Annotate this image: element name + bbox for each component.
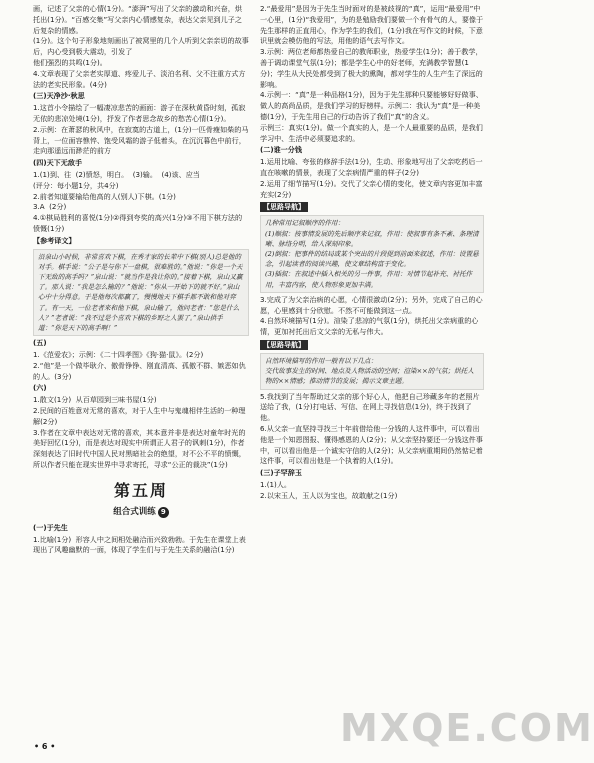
- section-heading: (五): [33, 338, 47, 348]
- guide-tag: 【思路导航】: [260, 202, 308, 212]
- answer-4: 4.①棋局胜利的喜悦(1分)②得到夸奖的高兴(1分)③不用下棋方法的愤慨(1分): [33, 213, 243, 233]
- section-heading: (四)天下无敌手: [33, 158, 83, 168]
- answer-1: 1.(1)到、往 (2)愤怒，明白。 (3)输。 (4)该、应当: [33, 169, 200, 179]
- section-heading: (三)天净沙·秋思: [33, 91, 85, 101]
- answer-6: 6.从父亲一直坚持寻找三十年前借给他一分钱的人这件事中，可以看出他是一个知恩图报、懂得感恩的人(2分)；从父亲坚持要还一分钱这件事中，可以看出他是一个诚实守信的人(2分)；从父亲病重期间仍然惦记着这件事，可以看出他是一个执着的人(1分)。: [260, 423, 483, 466]
- answer-1: 1.散文(1分) 从百草园到三味书屋(1分): [33, 395, 157, 405]
- exercise-number-badge: 9: [158, 507, 169, 518]
- paragraph: (1分)。这个句子形象地刻画出了被窝里的几个人听到父亲亲切的故事后，内心受到极大震动，引发了: [33, 36, 249, 57]
- answer-2: 2.“最爱用”是因为于先生当时面对的是被歧视的“真”，运用“最爱用”中一心里，(1分)“我爱用”，为的是勉励我们要做一个有骨气的人，要像于先生那样的正直用心，作为学生的我们，(1分)我在写作文的时候，下意识里就会模仿他的写法，用他的语气去写作文。: [260, 4, 484, 46]
- answer-1: 1.这首小令描绘了一幅凄凉悲苦的画面：游子在深秋黄昏时刻，孤寂无依的悲凉处境(1分)，抒发了作者思念故乡的愁苦心情(1分)。: [33, 103, 246, 123]
- guide-line: (1)顺叙：按事情发展的先后顺序来记叙，作用：使叙事有条不紊、条理清晰、脉络分明，给人深刻印象。: [265, 229, 479, 248]
- answer-2: 2.示例：在萧瑟的秋风中，在寂寞的古道上，(1分)一匹骨瘦如柴的马背上，一位面容憔悴、饱受风霜的游子低着头，在沉沉暮色中前行，走向那遥远而渺茫的前方: [33, 124, 249, 156]
- week-subtitle-text: 组合式训练: [113, 506, 156, 517]
- section-heading: (二)谁一分钱: [260, 145, 302, 155]
- answer-4: 4.文章表现了父亲老实厚道、疼爱儿子、淡泊名利、父不注重方式方法的老实民形象。(4分): [33, 68, 246, 89]
- paragraph: 画，记述了父亲的心情(1分)。“澎湃”写出了父亲的激动和兴奋，烘托出(1分)。“百感交集”写父亲内心情感复杂，表达父亲见到儿子之后复杂的情感。: [33, 4, 242, 35]
- answer-3: 3.示例：两位老师都热爱自己的教师职业，热爱学生(1分)；善于教学，善于调动课堂气氛(1分)；都是学生心中的好老师，充满教学智慧(1分)；学生从大民处都受到了极大的熏陶，都对学生的人生产生了深远的影响。: [260, 47, 483, 89]
- guide-line: (2)倒叙：把事件的结局或某个突出的片段提到前面来叙述，作用：设置悬念，引起读者的阅读兴趣，使文章结构富于变化。: [265, 249, 479, 269]
- answer-3: 3.A (2分): [33, 202, 67, 212]
- guide-line: 几种常用记叙顺序的作用：: [265, 219, 345, 228]
- guide-box: [260, 215, 484, 292]
- page-number: • 6 •: [34, 742, 56, 751]
- reference-translation-box: [33, 249, 249, 337]
- section-heading: (一)于先生: [33, 522, 68, 532]
- left-column: [33, 4, 249, 746]
- answer-2: 2.以宋玉人，玉人以为宝也，故敢献之(1分): [260, 490, 398, 500]
- answer-1: 1.(1)人。: [260, 479, 292, 489]
- watermark-logo: MXQE.COM: [340, 706, 594, 750]
- answer-4: 4.示例一：“真”是一种品格(1分)，因为于先生那种只要能够好好做事、做人的高尚品质，是我们学习的好榜样。示例二：我认为“真”是一种美德(1分)，于先生用自己的行动告诉了我们“真”的含义。: [260, 90, 483, 121]
- guide-tag: 【思路导航】: [260, 340, 308, 350]
- answer-3: 3.完成了为父亲治病的心愿，心情很激动(2分)；另外，完成了自己的心愿，心里感到十分欣慰。不然不可能做到这一点。: [260, 294, 483, 315]
- guide-line: 交代故事发生的时间、地点及人物活动的空间；渲染××的气氛；烘托人物的××情感；推动情节的发展；揭示文章主题。: [265, 367, 474, 386]
- section-heading: (六): [33, 383, 47, 393]
- guide-line: (3)插叙：在叙述中插入相关的另一件事，作用：对情节起补充、衬托作用，丰富内容，使人物形象更加丰满。: [265, 270, 473, 289]
- answer-2: 2.民间的百姓意对无常的喜欢，对于人生中与鬼魂相伴生活的一种理解(2分): [33, 405, 246, 426]
- answer-2: 2.“他”是一个做毕耿介、傲骨铮铮、刚直清高、孤傲不群、嫉恶如仇的人。(3分): [33, 360, 246, 381]
- translation-text: 沿泉山小时候，非常喜欢下棋，在秀才家的长辈中下棋(别人)总是他的对手。棋手说：“公子是与你下一盘棋，很难胜的。”他说：“你是一个天下无敌的高手吗？”泉山说：“就当作是我让你的。”接着下棋，泉山又赢了。那人说：“我是怎么输的？”他说：“你从一开始下的就不好。”泉山心中十分得意。于是他每次都赢了，慢慢地天下棋手都不敢和他对弈了。有一天，一位老者来和他下棋，泉山输了，他问老者：“您是什么人？”老者说：“我不过是个喜欢下棋的乡野之人罢了。”泉山拱手道：“你是天下的高手啊！”: [38, 252, 243, 332]
- answer-2: 2.运用了细节描写(1分)。交代了父亲心情的变化，使文章内容更加丰富充实(2分): [260, 178, 483, 199]
- guide-box: [260, 353, 484, 390]
- answer-4-cont: 示例三：真实(1分)。做一个真实的人，是一个人最重要的品质，是我们学习中、生活中必须要追求的。: [260, 122, 483, 143]
- section-heading: (三)子罕辞玉: [260, 468, 302, 478]
- answer-4: 4.自然环境描写(1分)。渲染了悲凉的气氛(1分)，烘托出父亲病重的心情，更加衬托出后文父亲的无私与伟大。: [260, 316, 479, 337]
- reference-translation-heading: 【参考译文】: [33, 235, 76, 245]
- right-column: [260, 4, 484, 746]
- answer-1: 1.比喻(1分) 形容人中之间相处融洽而兴致勃勃。于先生在课堂上表现出了风趣幽默的一面，体现了学生们与于先生关系的融洽(1分): [33, 534, 246, 555]
- scoring-note: (评分：每小题1分，共4分): [33, 180, 119, 190]
- answer-1: 1.《范爱农》；示例：《二十四孝图》《狗·猫·鼠》。(2分): [33, 349, 204, 359]
- guide-line: 自然环境描写的作用一般有以下几点：: [265, 356, 378, 365]
- paragraph: 他们强烈的共鸣(1分)。: [33, 57, 107, 67]
- week-title: 第五周: [113, 480, 168, 500]
- answer-5: 5.我找到了当年帮助过父亲的那个好心人，他把自己珍藏多年的老照片送给了我，(1分)打电话、写信、在网上寻找信息(1分)，终于找到了他。: [260, 391, 480, 423]
- answer-3: 3.作者在文章中表达对无常的喜欢，其本意并非是表达对童年时光的美好回忆(1分)，而是表达对现实中所谓正人君子的讽刺(1分)，作者深刻表达了旧时代中国人民对黑暗社会的绝望，对不公不平的愤慨，所以作者只能在现实世界中寻求寄托，寻求“公正的裁决”(1分): [33, 427, 246, 469]
- answer-2: 2.前者知道要输给他高的人(别人)下棋。(1分): [33, 191, 176, 201]
- answer-1: 1.运用比喻、夸张的修辞手法(1分)，生动、形象地写出了父亲吃药后一直在咳嗽的情景，表现了父亲病情严重的样子(2分): [260, 157, 483, 177]
- week-subtitle: [33, 505, 249, 519]
